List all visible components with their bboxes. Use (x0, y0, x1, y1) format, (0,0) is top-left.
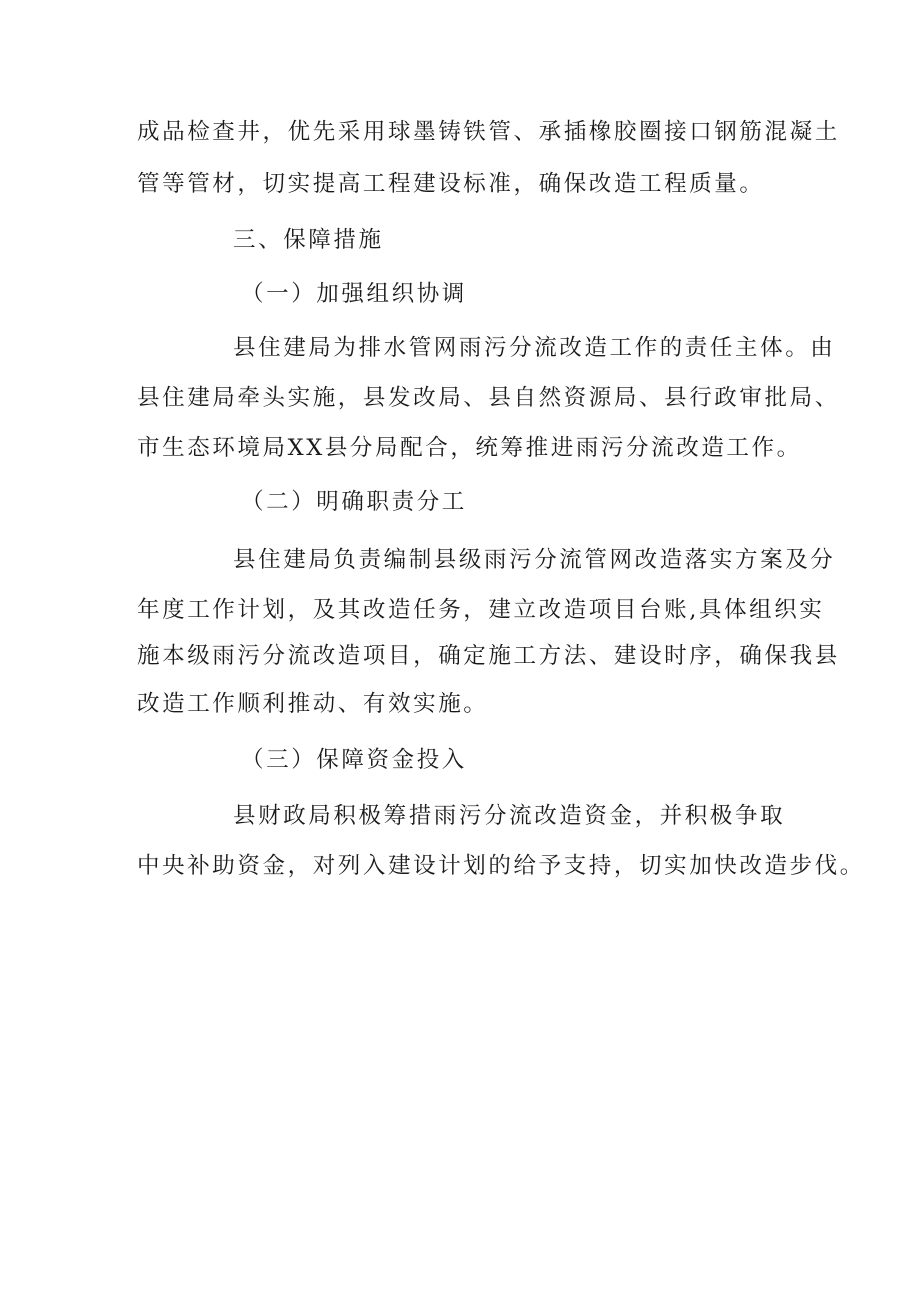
paragraph-line: 市生态环境局XX县分局配合，统筹推进雨污分流改造工作。 (137, 435, 802, 461)
paragraph-line: 施本级雨污分流改造项目，确定施工方法、建设时序，确保我县 (137, 643, 840, 669)
paragraph-line: 成品检查井，优先采用球墨铸铁管、承插橡胶圈接口钢筋混凝土 (137, 119, 840, 145)
subsection-heading: （二）明确职责分工 (241, 489, 467, 515)
subsection-heading: （三）保障资金投入 (241, 747, 467, 773)
subsection-heading: （一）加强组织协调 (241, 281, 467, 307)
paragraph-line: 管等管材，切实提高工程建设标准，确保改造工程质量。 (137, 171, 765, 197)
section-heading: 三、保障措施 (233, 227, 384, 253)
paragraph-line: 中央补助资金，对列入建设计划的给予支持，切实加快改造步伐。 (137, 853, 865, 879)
paragraph-line: 年度工作计划，及其改造任务，建立改造项目台账,具体组织实 (137, 597, 825, 623)
paragraph-line: 县住建局牵头实施，县发改局、县自然资源局、县行政审批局、 (137, 385, 840, 411)
paragraph-line: 县住建局为排水管网雨污分流改造工作的责任主体。由 (233, 335, 836, 361)
paragraph-line: 改造工作顺利推动、有效实施。 (137, 691, 489, 717)
paragraph-line: 县住建局负责编制县级雨污分流管网改造落实方案及分 (233, 547, 836, 573)
paragraph-line: 县财政局积极筹措雨污分流改造资金，并积极争取 (233, 803, 786, 829)
